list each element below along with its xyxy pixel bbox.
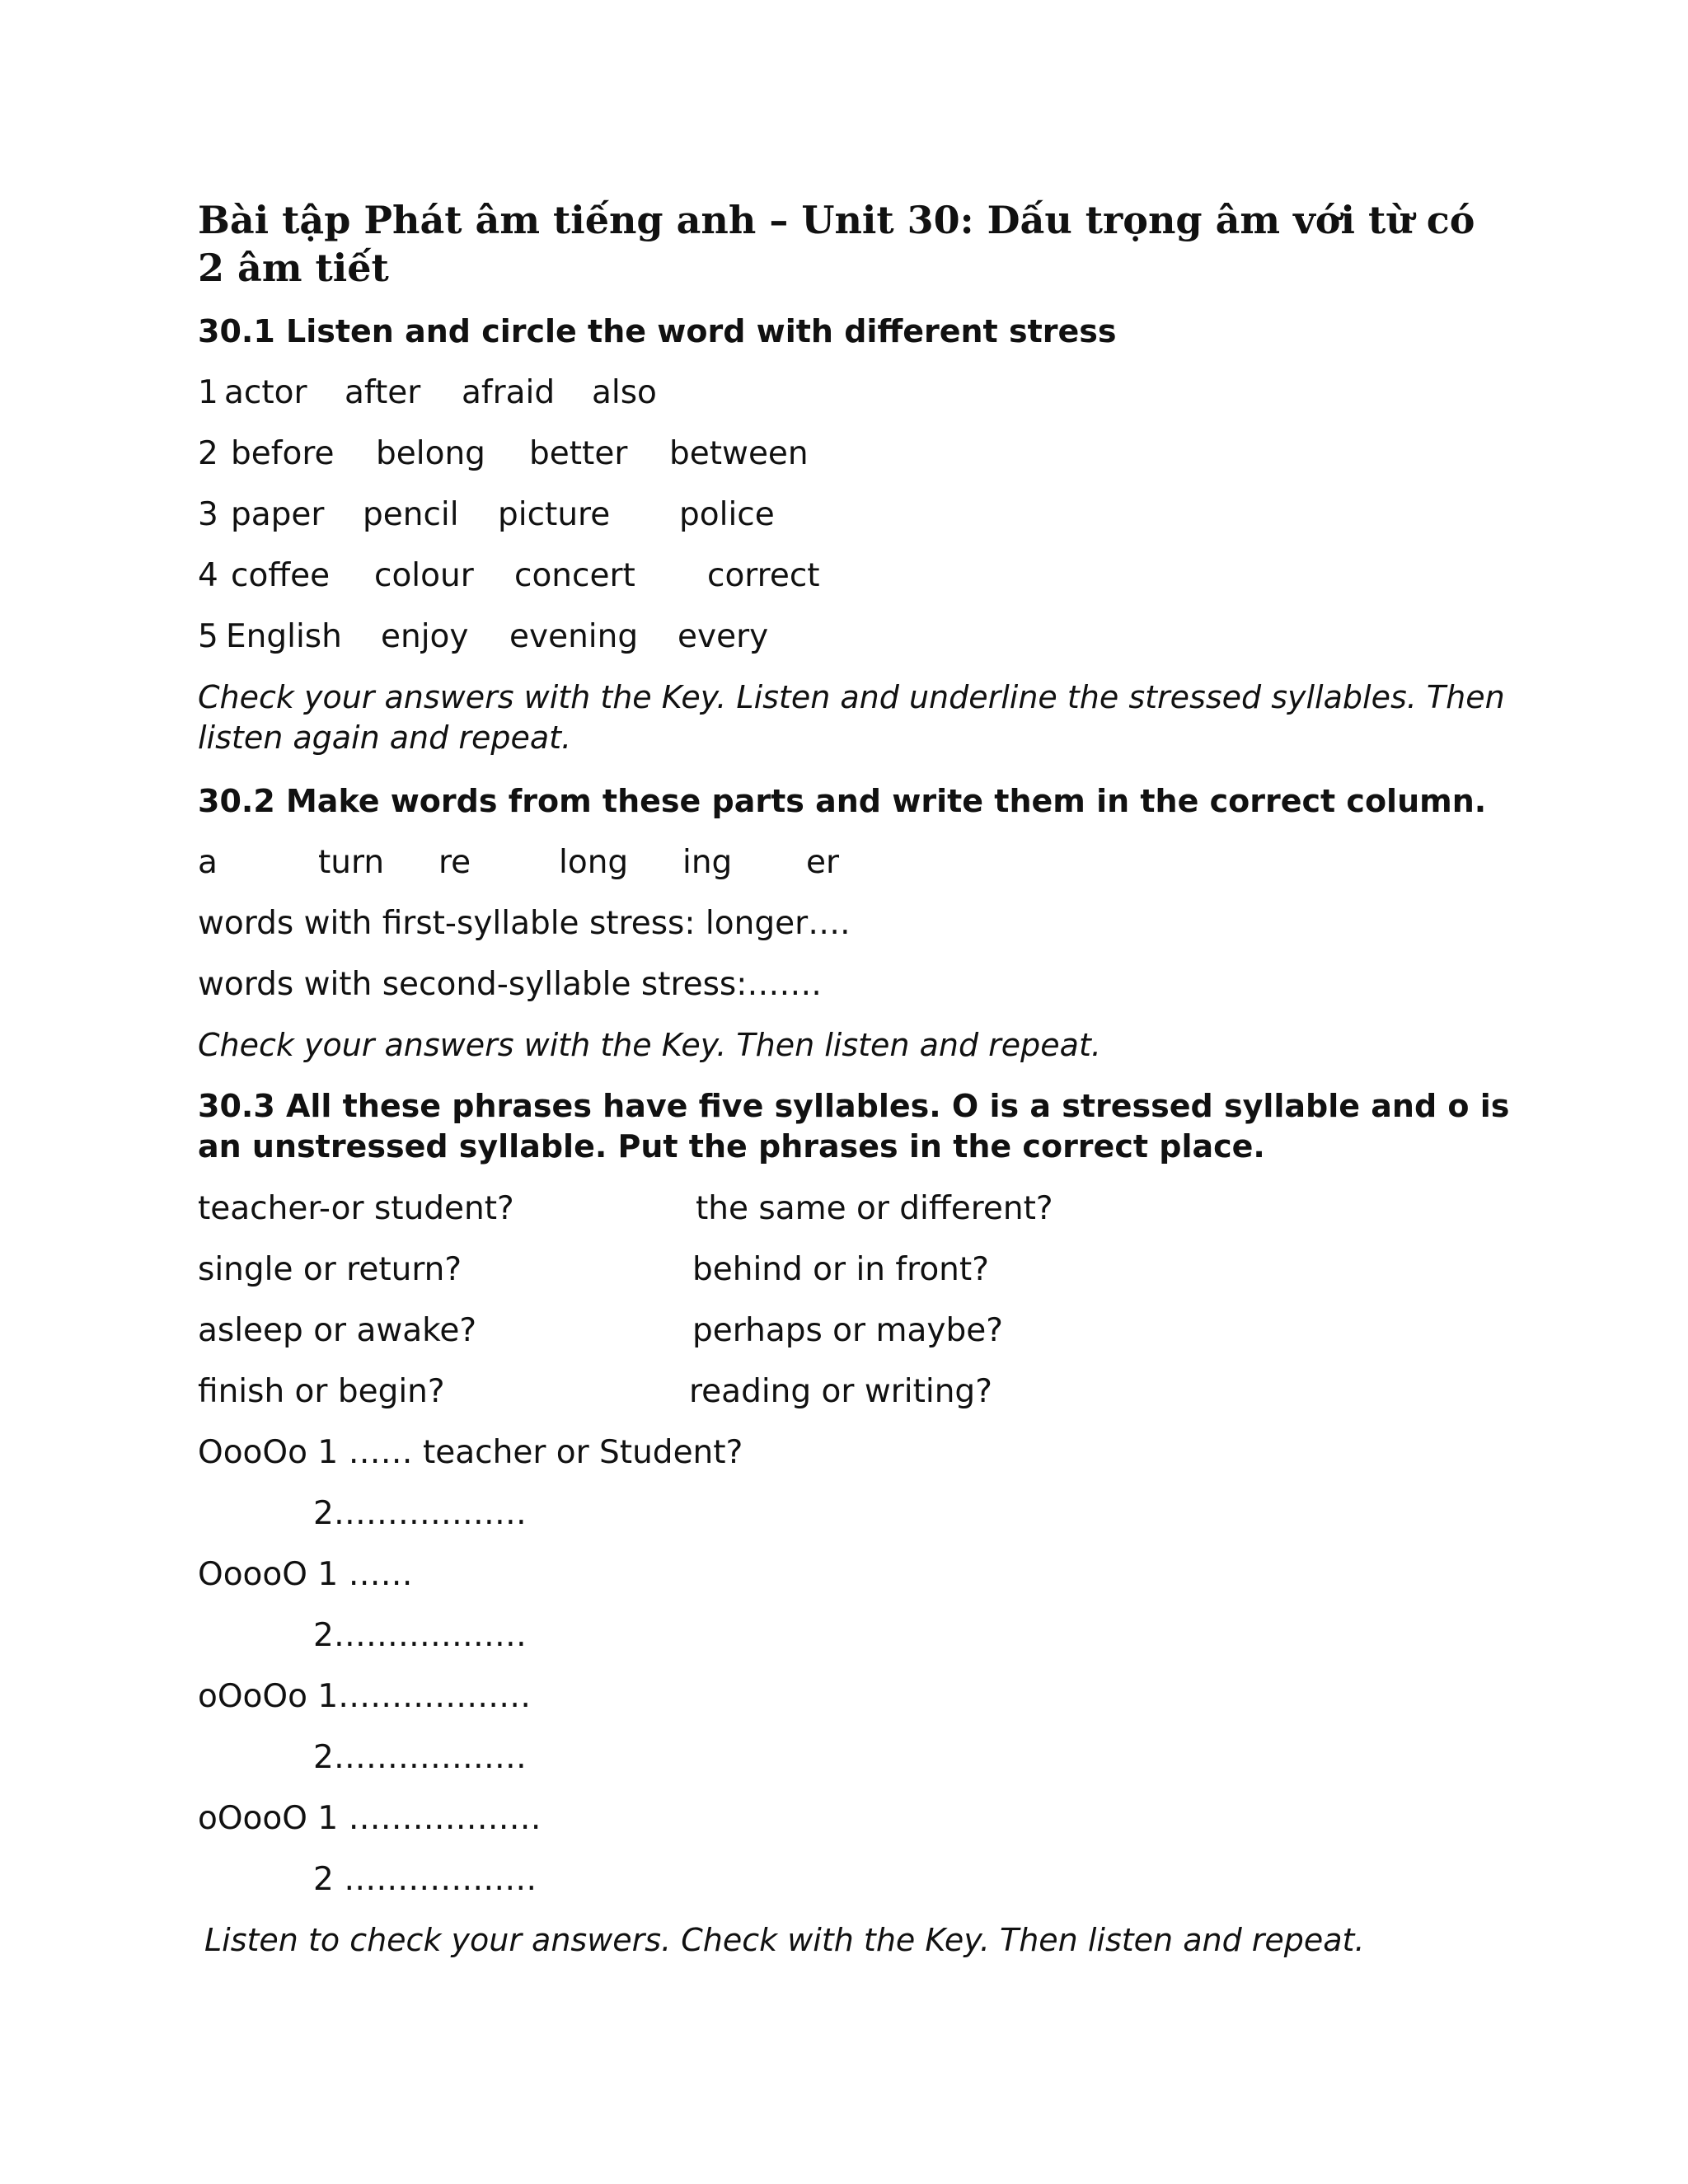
word: colour	[374, 557, 474, 594]
row-number: 4	[198, 557, 218, 594]
word: before	[231, 435, 335, 472]
page-title: Bài tập Phát âm tiếng anh – Unit 30: Dấu trọng âm với từ có 2 âm tiết	[198, 198, 1475, 290]
first-syllable-stress-line: words with first-syllable stress: longer….	[198, 905, 851, 942]
pattern-line: oOooO 1 ………………	[198, 1800, 542, 1837]
phrase-row	[198, 1188, 1187, 1230]
word: paper	[231, 496, 325, 533]
word: afraid	[462, 374, 556, 411]
word-part: er	[806, 844, 840, 881]
row-number: 3	[198, 496, 218, 533]
exercise-30-1-instruction: Check your answers with the Key. Listen and underline the stressed syllables. Then listen again and repeat.	[198, 679, 1505, 756]
pattern-line: OoooO 1 ……	[198, 1556, 413, 1593]
word: belong	[376, 435, 485, 472]
exercise-30-2-instruction: Check your answers with the Key. Then listen and repeat.	[198, 1027, 1101, 1063]
exercise-30-3-instruction: Listen to check your answers. Check with the Key. Then listen and repeat.	[204, 1922, 1365, 1958]
word: police	[679, 496, 775, 533]
phrase: teacher-or student?	[198, 1190, 514, 1227]
exercise-30-3-heading: 30.3 All these phrases have five syllables. O is a stressed syllable and o is an unstressed syllable. Put the phrases in the correct place.	[198, 1088, 1510, 1165]
word-part: long	[559, 844, 629, 881]
pattern-blank: 2………………	[313, 1617, 527, 1654]
word: better	[529, 435, 628, 472]
word: concert	[514, 557, 635, 594]
phrase: asleep or awake?	[198, 1312, 477, 1349]
pattern-blank: 2………………	[313, 1495, 527, 1532]
word: also	[592, 374, 657, 411]
row-number: 1	[198, 374, 218, 411]
word: between	[669, 435, 809, 472]
word-row	[198, 616, 1022, 658]
word: after	[345, 374, 421, 411]
phrase: perhaps or maybe?	[692, 1312, 1003, 1349]
pattern-blank: 2 ………………	[313, 1861, 537, 1898]
word-part: ing	[682, 844, 733, 881]
word: evening	[509, 618, 639, 655]
exercise-30-2-heading: 30.2 Make words from these parts and write them in the correct column.	[198, 783, 1487, 819]
word-part: turn	[318, 844, 385, 881]
word: every	[678, 618, 769, 655]
pattern-blank: 2………………	[313, 1739, 527, 1776]
word-row	[198, 494, 1022, 536]
word: enjoy	[381, 618, 469, 655]
word-part: re	[438, 844, 471, 881]
word: correct	[707, 557, 820, 594]
second-syllable-stress-line: words with second-syllable stress:…….	[198, 966, 822, 1003]
phrase: reading or writing?	[689, 1373, 992, 1410]
phrase-row	[198, 1249, 1187, 1291]
row-number: 5	[198, 618, 218, 655]
pattern-line: OooOo 1 …… teacher or Student?	[198, 1434, 743, 1471]
word-part: a	[198, 844, 218, 881]
word: actor	[224, 374, 307, 411]
word-row	[198, 373, 1022, 414]
word-row	[198, 555, 1022, 597]
exercise-30-1-heading: 30.1 Listen and circle the word with different stress	[198, 313, 1117, 349]
phrase: behind or in front?	[692, 1251, 989, 1288]
word-parts-row	[198, 842, 940, 883]
phrase: finish or begin?	[198, 1373, 445, 1410]
phrase: the same or different?	[696, 1190, 1053, 1227]
phrase-row	[198, 1371, 1187, 1413]
word: picture	[498, 496, 611, 533]
row-number: 2	[198, 435, 218, 472]
word: coffee	[231, 557, 331, 594]
word: English	[226, 618, 342, 655]
pattern-line: oOoOo 1………………	[198, 1678, 532, 1715]
word-row	[198, 434, 1022, 475]
phrase: single or return?	[198, 1251, 462, 1288]
word: pencil	[363, 496, 459, 533]
phrase-row	[198, 1310, 1187, 1352]
